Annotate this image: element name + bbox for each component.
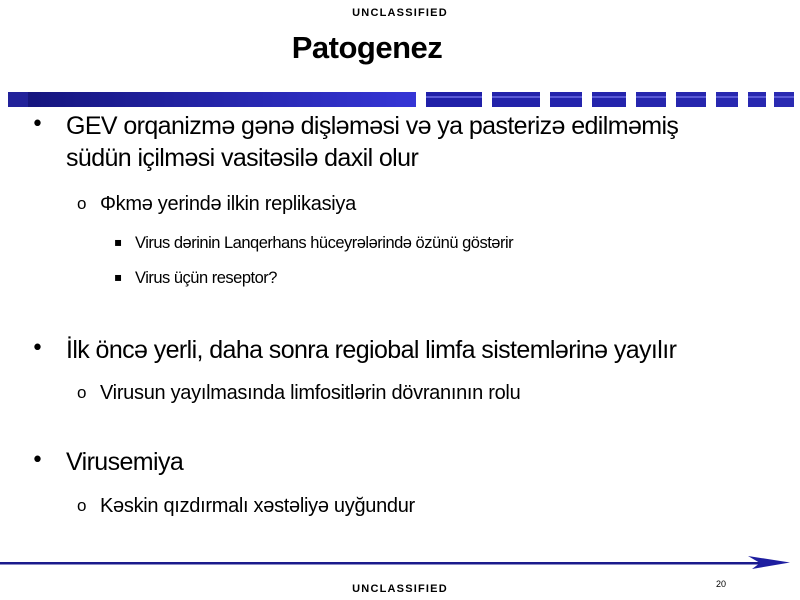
classification-top: UNCLASSIFIED bbox=[352, 7, 448, 19]
slide-title: Patogenez bbox=[291, 30, 443, 65]
bullet-marker: • bbox=[31, 336, 44, 361]
sub-bullet-marker: o bbox=[77, 383, 87, 402]
bullet-marker: • bbox=[31, 112, 44, 137]
sub-bullet-text: Kəskin qızdırmalı xəstəliyə uyğundur bbox=[100, 495, 415, 517]
bullet-text: GEV orqanizmə gənə dişləməsi və ya pasterizə edilməmiş bbox=[66, 112, 679, 140]
page-number: 20 bbox=[716, 579, 727, 589]
sub-sub-bullet-marker: ▪ bbox=[114, 235, 123, 249]
sub-sub-bullet-marker: ▪ bbox=[114, 270, 123, 284]
header-stripe-decoration bbox=[8, 92, 794, 107]
sub-sub-bullet-text: Virus dərinin Lanqerhans hüceyrələrində özünü göstərir bbox=[135, 234, 514, 252]
bullet-text: Virusemiya bbox=[66, 448, 184, 476]
sub-bullet-marker: o bbox=[77, 194, 87, 213]
sub-sub-bullet-text: Virus üçün reseptor? bbox=[135, 269, 277, 287]
sub-bullet-text: Φkmə yerində ilkin replikasiya bbox=[100, 193, 356, 215]
sub-bullet-text: Virusun yayılmasında limfositlərin dövranının rolu bbox=[100, 382, 521, 404]
bullet-text-continued: südün içilməsi vasitəsilə daxil olur bbox=[66, 144, 419, 172]
bullet-text: İlk öncə yerli, daha sonra regiobal limfa sistemlərinə yayılır bbox=[66, 336, 677, 364]
classification-bottom: UNCLASSIFIED bbox=[352, 583, 448, 595]
footer-arrow-line bbox=[0, 555, 800, 575]
bullet-marker: • bbox=[31, 448, 44, 473]
sub-bullet-marker: o bbox=[77, 496, 87, 515]
